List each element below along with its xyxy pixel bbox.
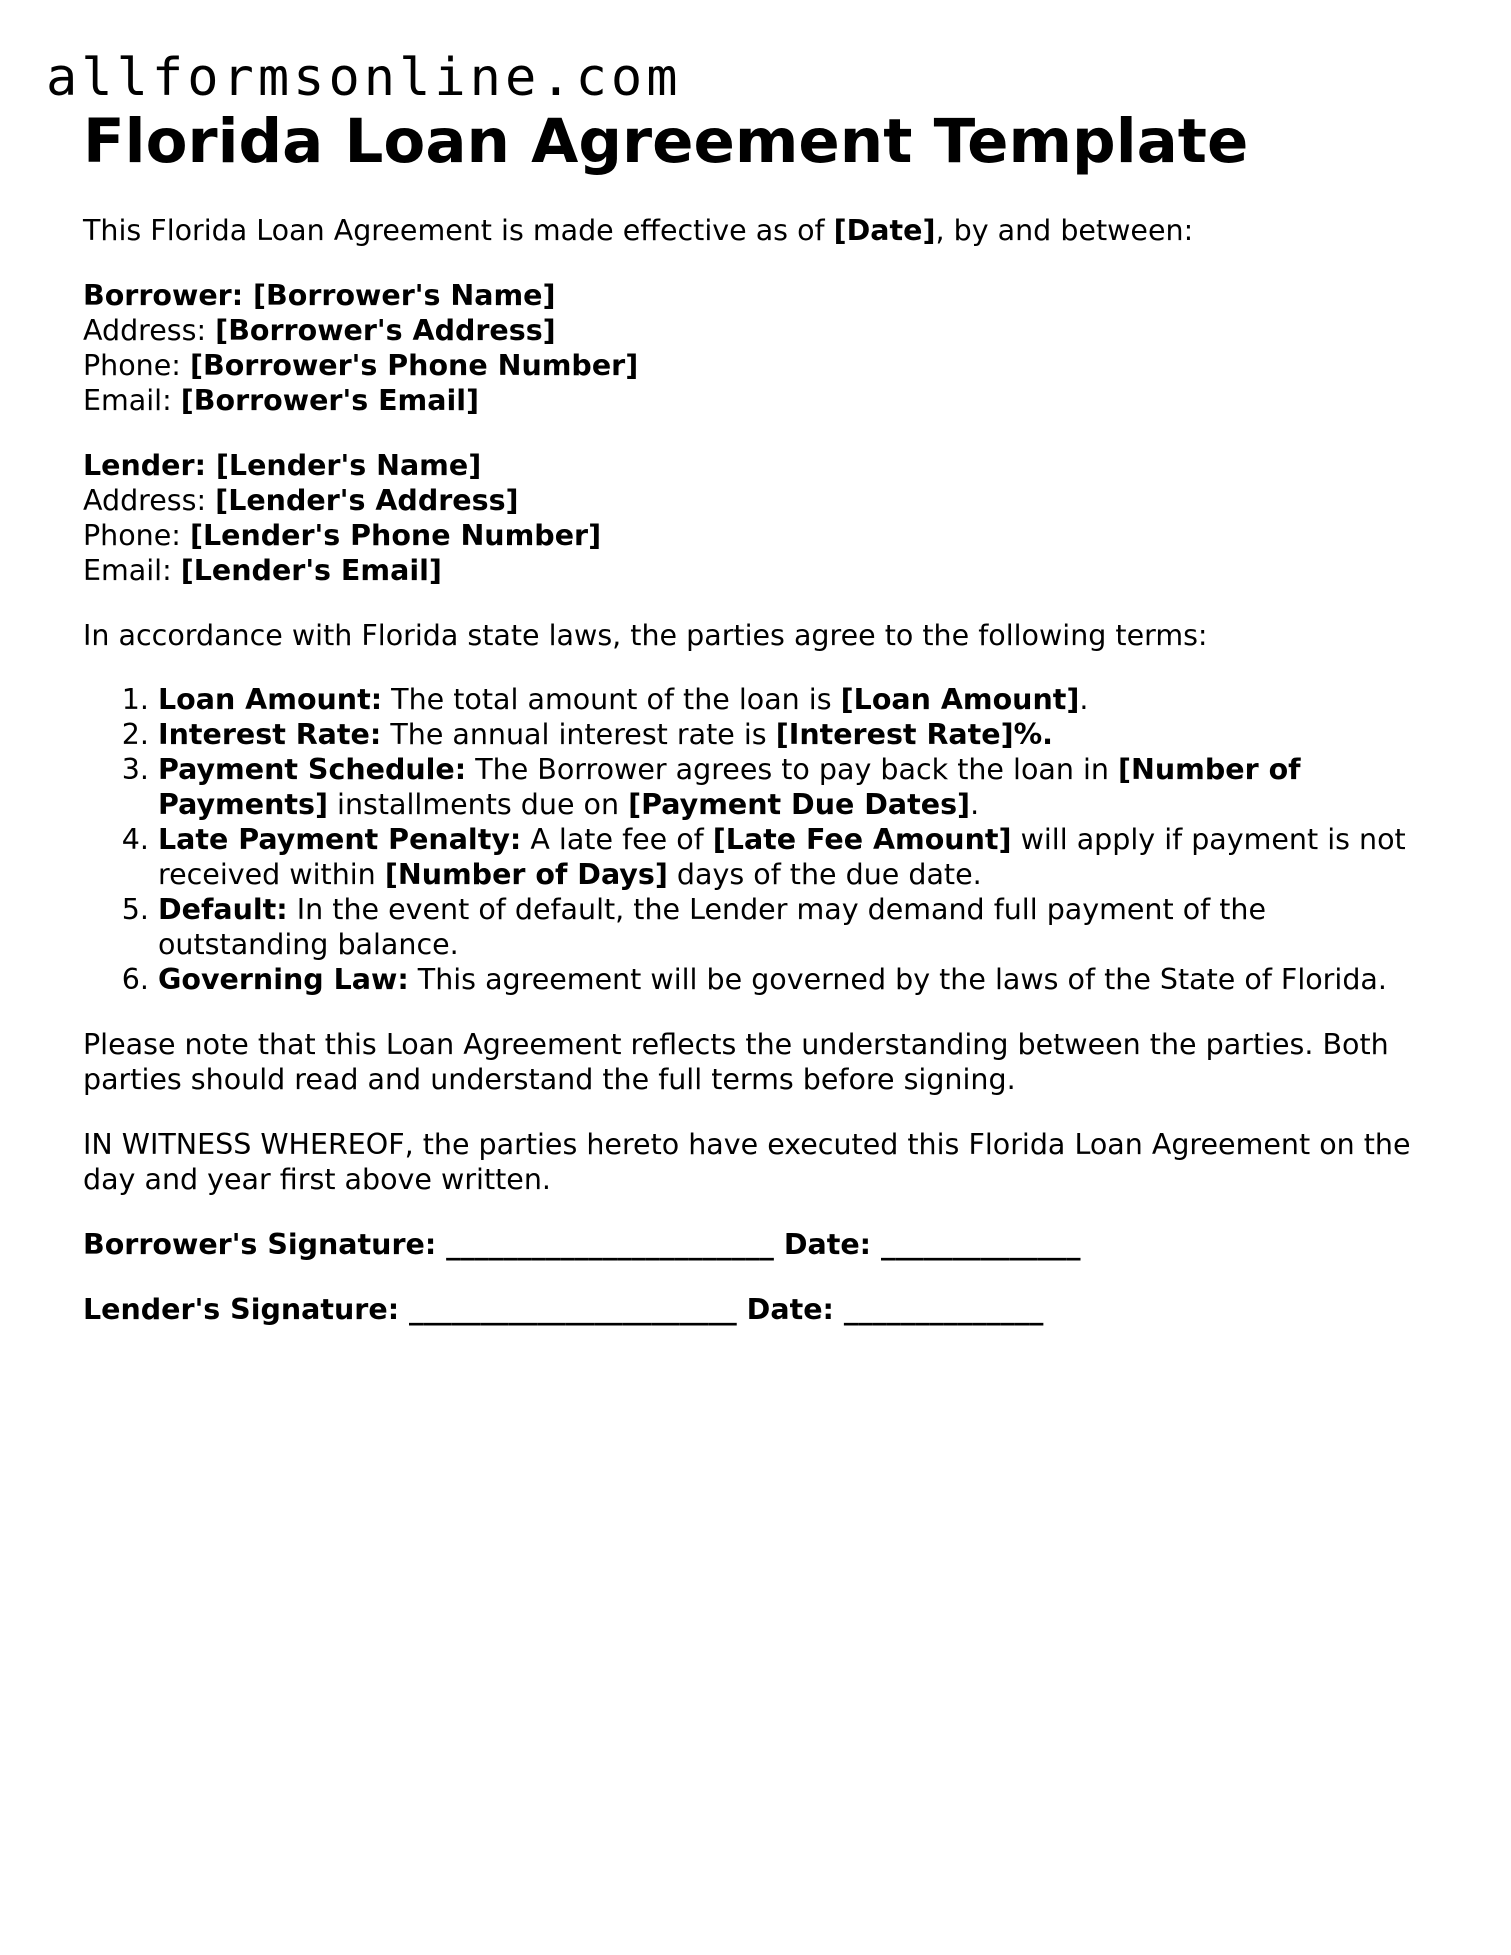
number-of-payments-placeholder: [Number of Payments]	[158, 753, 1301, 821]
site-watermark: allformsonline.com	[46, 48, 682, 108]
lender-address: [Lender's Address]	[215, 484, 519, 517]
intro-text-before: This Florida Loan Agreement is made effective as of	[83, 214, 834, 247]
lender-email-line	[83, 553, 1443, 588]
term-text: In the event of default, the Lender may demand full payment of the outstanding balance.	[158, 893, 1267, 961]
term-text: The Borrower agrees to pay back the loan in	[466, 753, 1119, 786]
document-body	[83, 105, 1443, 1327]
lender-phone: [Lender's Phone Number]	[189, 519, 602, 552]
borrower-name: [Borrower's Name]	[253, 279, 556, 312]
borrower-phone-label: Phone:	[83, 349, 190, 382]
effective-date-placeholder: [Date]	[833, 214, 936, 247]
term-late-payment-penalty	[158, 822, 1443, 892]
terms-list	[83, 682, 1443, 997]
borrower-address-line	[83, 313, 1443, 348]
term-text: .	[1079, 683, 1089, 716]
term-text: days of the due date.	[667, 858, 982, 891]
borrower-name-label: Borrower:	[83, 279, 254, 312]
intro-paragraph	[83, 213, 1443, 248]
term-text: installments due on	[327, 788, 629, 821]
term-label: Interest Rate:	[158, 718, 382, 751]
payment-due-dates-placeholder: [Payment Due Dates]	[628, 788, 971, 821]
term-text: .	[970, 788, 980, 821]
lender-signature-line: Lender's Signature: _______________________ Date: ______________	[83, 1293, 1044, 1326]
term-interest-rate	[158, 717, 1443, 752]
lender-name-label: Lender:	[83, 449, 216, 482]
term-payment-schedule	[158, 752, 1443, 822]
borrower-name-line	[83, 278, 1443, 313]
term-label: Governing Law:	[158, 963, 409, 996]
lender-name: [Lender's Name]	[215, 449, 482, 482]
lender-phone-line	[83, 518, 1443, 553]
lender-block	[83, 448, 1443, 588]
borrower-email-line	[83, 383, 1443, 418]
borrower-email-label: Email:	[83, 384, 181, 417]
term-governing-law	[158, 962, 1443, 997]
term-label: Loan Amount:	[158, 683, 383, 716]
term-text: The annual interest rate is	[381, 718, 776, 751]
number-of-days-placeholder: [Number of Days]	[384, 858, 668, 891]
borrower-address-label: Address:	[83, 314, 216, 347]
borrower-phone: [Borrower's Phone Number]	[189, 349, 639, 382]
lender-name-line	[83, 448, 1443, 483]
intro-text-after: , by and between:	[935, 214, 1194, 247]
term-text: will apply if payment is not received within	[158, 823, 1406, 891]
term-label: Payment Schedule:	[158, 753, 467, 786]
lender-email: [Lender's Email]	[180, 554, 442, 587]
term-loan-amount	[158, 682, 1443, 717]
borrower-signature-line: Borrower's Signature: _______________________ Date: ______________	[83, 1228, 1081, 1261]
term-label: Late Payment Penalty:	[158, 823, 522, 856]
term-text: The total amount of the loan is	[382, 683, 841, 716]
borrower-block	[83, 278, 1443, 418]
loan-amount-placeholder: [Loan Amount]	[840, 683, 1080, 716]
interest-rate-placeholder: [Interest Rate]%.	[775, 718, 1053, 751]
lender-email-label: Email:	[83, 554, 181, 587]
lender-address-label: Address:	[83, 484, 216, 517]
terms-intro: In accordance with Florida state laws, the parties agree to the following terms:	[83, 619, 1208, 652]
document-title: Florida Loan Agreement Template	[83, 106, 1249, 177]
borrower-email: [Borrower's Email]	[180, 384, 480, 417]
term-text: A late fee of	[521, 823, 713, 856]
witness-paragraph: IN WITNESS WHEREOF, the parties hereto have executed this Florida Loan Agreement on the day and year first above written.	[83, 1128, 1411, 1196]
lender-address-line	[83, 483, 1443, 518]
term-label: Default:	[158, 893, 288, 926]
term-text: This agreement will be governed by the laws of the State of Florida.	[408, 963, 1387, 996]
lender-phone-label: Phone:	[83, 519, 190, 552]
late-fee-amount-placeholder: [Late Fee Amount]	[712, 823, 1012, 856]
term-default	[158, 892, 1443, 962]
borrower-phone-line	[83, 348, 1443, 383]
borrower-address: [Borrower's Address]	[215, 314, 556, 347]
note-paragraph: Please note that this Loan Agreement reflects the understanding between the parties. Both parties should read and understand the full terms before signing.	[83, 1028, 1389, 1096]
